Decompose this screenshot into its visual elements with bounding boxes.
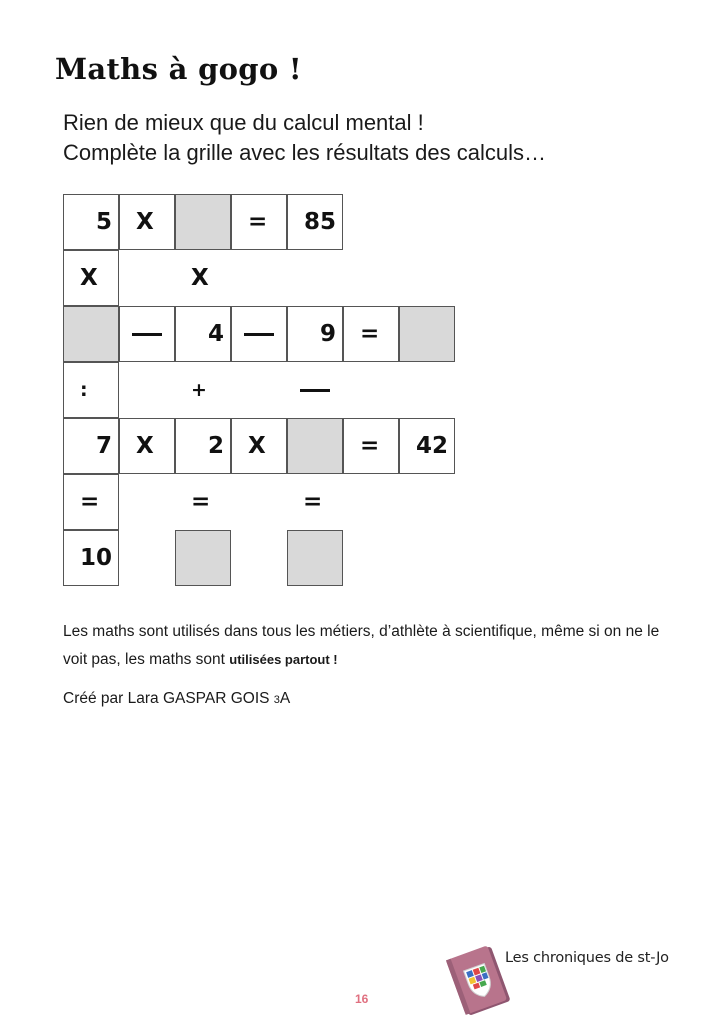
credit-class-letter: A bbox=[279, 690, 291, 707]
paragraph-text: Les maths sont utilisés dans tous les métiers, d’athlète à scientifique, même si on ne le voit pas, les maths sont bbox=[63, 623, 660, 668]
minus-sign bbox=[132, 333, 162, 336]
body-paragraph bbox=[63, 618, 663, 674]
book-shield-icon bbox=[446, 944, 514, 1018]
grid-operator-cell bbox=[231, 306, 287, 362]
grid-number-cell: 9 bbox=[287, 306, 343, 362]
grid-operator-cell: : bbox=[63, 362, 119, 418]
grid-number-cell: 5 bbox=[63, 194, 119, 250]
publication-name: Les chroniques de st-Jo bbox=[505, 950, 669, 966]
grid-operator-cell: X bbox=[119, 418, 175, 474]
intro-text bbox=[63, 108, 546, 168]
page-number: 16 bbox=[355, 992, 369, 1006]
grid-operator-cell: X bbox=[63, 250, 119, 306]
credit-prefix: Créé par Lara GASPAR GOIS bbox=[63, 690, 274, 707]
grid-answer-cell bbox=[175, 530, 231, 586]
grid-answer-cell bbox=[175, 194, 231, 250]
grid-answer-cell bbox=[287, 418, 343, 474]
grid-number-cell: 2 bbox=[175, 418, 231, 474]
grid-operator-cell: = bbox=[63, 474, 119, 530]
credit-class-number: 3 bbox=[273, 694, 280, 706]
paragraph-emphasis: utilisées partout ! bbox=[229, 652, 338, 667]
grid-answer-cell bbox=[399, 306, 455, 362]
minus-sign bbox=[244, 333, 274, 336]
grid-operator-cell: = bbox=[343, 418, 399, 474]
grid-answer-cell bbox=[63, 306, 119, 362]
grid-operator-cell: = bbox=[303, 489, 323, 515]
grid-operator-cell: X bbox=[119, 194, 175, 250]
intro-line-1: Rien de mieux que du calcul mental ! bbox=[63, 110, 424, 135]
grid-operator-cell: = bbox=[343, 306, 399, 362]
author-credit bbox=[63, 690, 290, 708]
grid-operator-cell bbox=[119, 306, 175, 362]
puzzle-grid bbox=[63, 194, 457, 586]
grid-number-cell: 85 bbox=[287, 194, 343, 250]
grid-operator-cell: + bbox=[191, 379, 207, 401]
grid-operator-cell bbox=[287, 362, 343, 418]
grid-operator-cell: X bbox=[231, 418, 287, 474]
intro-line-2: Complète la grille avec les résultats des calculs… bbox=[63, 140, 546, 165]
grid-answer-cell bbox=[287, 530, 343, 586]
grid-number-cell: 7 bbox=[63, 418, 119, 474]
minus-sign bbox=[300, 389, 330, 392]
grid-number-cell: 42 bbox=[399, 418, 455, 474]
grid-operator-cell: = bbox=[191, 489, 211, 515]
grid-number-cell: 10 bbox=[63, 530, 119, 586]
grid-number-cell: 4 bbox=[175, 306, 231, 362]
grid-operator-cell: = bbox=[231, 194, 287, 250]
page-title: Maths à gogo ! bbox=[55, 52, 302, 86]
grid-operator-cell: X bbox=[191, 265, 209, 291]
